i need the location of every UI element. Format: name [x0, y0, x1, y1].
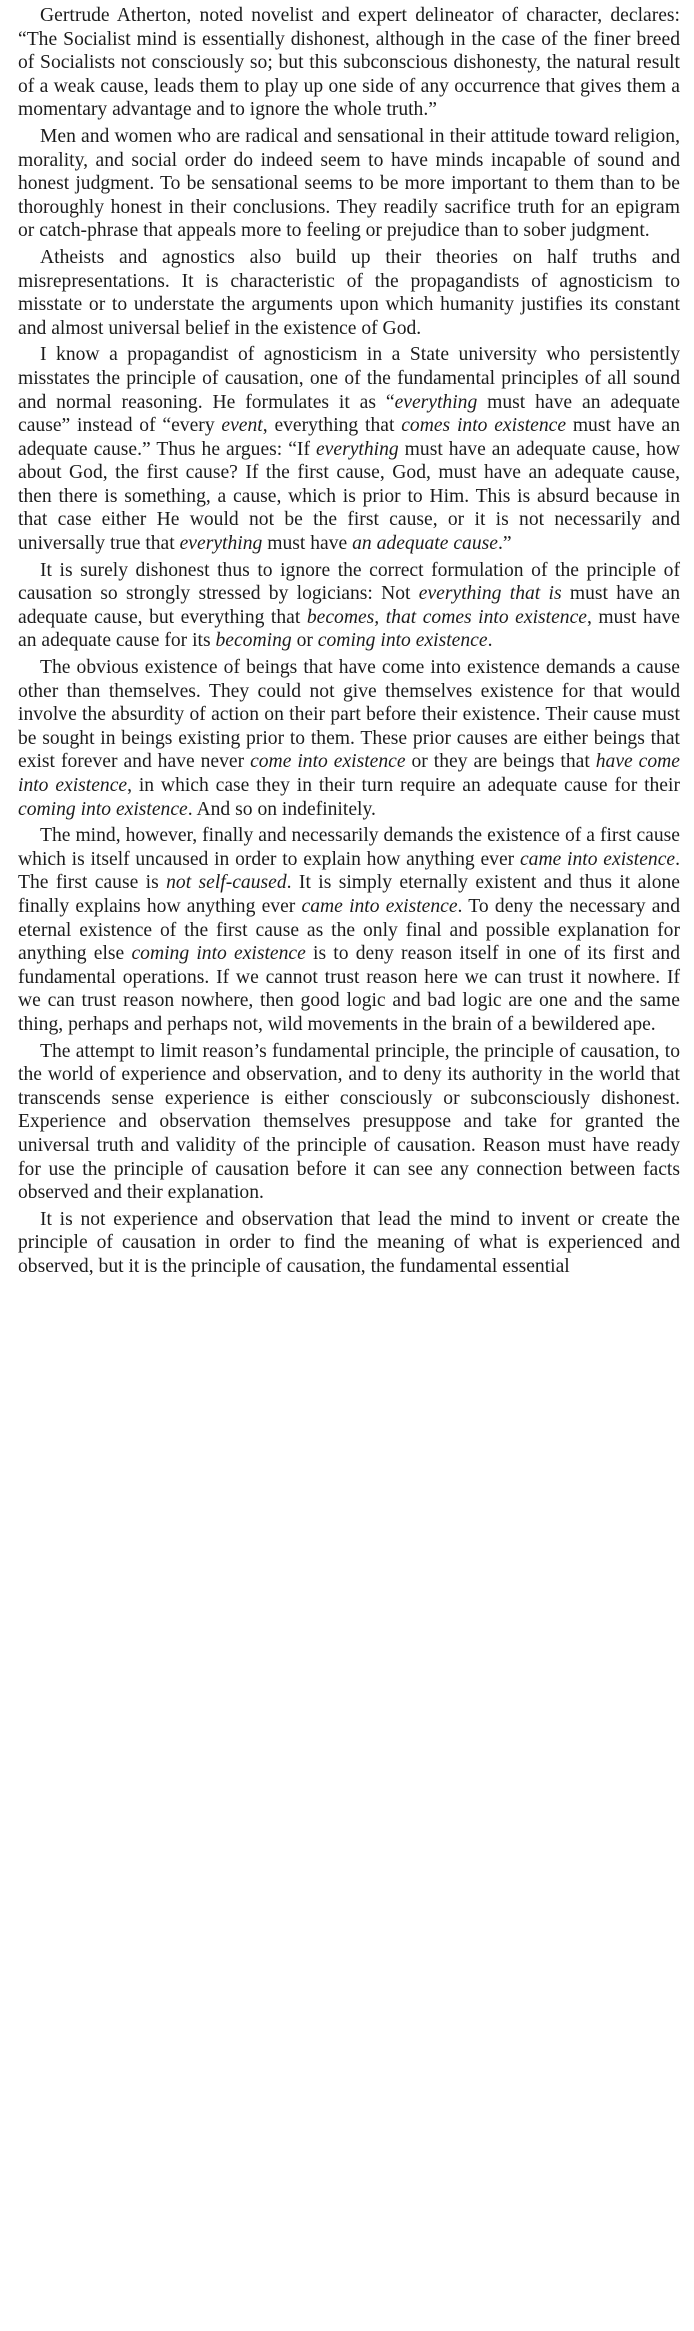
text-run: . To deny the necessary and eternal existence of the first cause as the only final and possible explanation for anything else	[18, 895, 680, 965]
text-run: .	[487, 630, 493, 652]
emphasis-text: everything	[315, 438, 399, 460]
paragraph	[18, 656, 680, 821]
emphasis-text: event	[221, 415, 263, 437]
emphasis-text: coming into existence	[18, 798, 188, 820]
emphasis-text: came into existence	[519, 848, 676, 870]
emphasis-text: becomes, that comes into existence	[306, 606, 587, 628]
paragraph	[18, 125, 680, 243]
text-run: The attempt to limit reason’s fundamental principle, the principle of causation, to the world of experience and observation, and to deny its authority in the world that transcends sense experience is either consciously or subconsciously dishonest. Experience and observation themselves presuppose and take for granted the universal truth and validity of the principle of causation. Reason must have ready for use the principle of causation before it can see any connection between facts observed and their explanation.	[18, 1040, 680, 1204]
emphasis-text: come into existence	[250, 751, 406, 773]
emphasis-text: coming into existence	[131, 943, 306, 965]
paragraph	[18, 824, 680, 1036]
text-run: The mind, however, finally and necessarily demands the existence of a first cause which is itself uncaused in order to explain how anything ever	[18, 825, 680, 870]
text-run: , must have an adequate cause for its	[18, 606, 681, 652]
text-run: . And so on indefinitely.	[187, 798, 376, 820]
paragraph	[18, 246, 680, 340]
text-run: . It is simply eternally existent and thus it alone finally explains how anything ever	[18, 872, 681, 917]
emphasis-text: everything	[179, 533, 263, 555]
text-run: must have	[262, 533, 353, 555]
paragraph	[18, 1040, 680, 1205]
text-run: Gertrude Atherton, noted novelist and expert delineator of character, declares: “The Socialist mind is essentially dishonest, although in the case of the finer breed of Socialists not consciously so; but this subconscious dishonesty, the natural result of a weak cause, leads them to play up one side of any occurrence that gives them a momentary advantage and to ignore the whole truth.”	[18, 5, 680, 121]
emphasis-text: came into existence	[301, 895, 458, 917]
text-run: I know a propagandist of agnosticism in a State university who persistently misstates the principle of causation, one of the fundamental principles of all sound and normal reasoning. He formulates it as “	[18, 344, 680, 413]
emphasis-text: everything that is	[418, 583, 562, 605]
emphasis-text: have come into existence	[18, 751, 680, 796]
emphasis-text: everything	[394, 391, 478, 413]
emphasis-text: becoming	[215, 630, 292, 652]
paragraph	[18, 559, 680, 653]
text-run: must have an adequate cause, but everything that	[18, 583, 680, 628]
text-run: It is not experience and observation that lead the mind to invent or create the principle of causation in order to find the meaning of what is experienced and observed, but it is the principle of causation, the fundamental essential	[18, 1208, 680, 1277]
text-run: . The first cause is	[18, 848, 680, 894]
text-run: Men and women who are radical and sensational in their attitude toward religion, morality, and social order do indeed seem to have minds incapable of sound and honest judgment. To be sensational seems to be more important to them than to be thoroughly honest in their conclusions. They readily sacrifice truth for an epigram or catch-phrase that appeals more to feeling or prejudice than to sober judgment.	[18, 125, 680, 242]
text-run: must have an adequate cause” instead of “every	[18, 391, 680, 437]
emphasis-text: an adequate cause	[352, 533, 498, 555]
text-run: , in which case they in their turn require an adequate cause for their	[127, 775, 680, 796]
text-run: must have an adequate cause.” Thus he argues: “If	[18, 415, 680, 460]
text-run: Atheists and agnostics also build up their theories on half truths and misrepresentations. It is characteristic of the propagandists of agnosticism to misstate or to understate the arguments upon which humanity justifies its constant and almost universal belief in the existence of God.	[18, 246, 680, 339]
text-run: The obvious existence of beings that have come into existence demands a cause other than themselves. They could not give themselves existence for that would involve the absurdity of action on their part before their existence. Their cause must be sought in beings existing prior to them. These prior causes are either beings that exist forever and have never	[18, 657, 680, 773]
paragraph	[18, 4, 680, 122]
emphasis-text: comes into existence	[401, 415, 567, 437]
emphasis-text: coming into existence	[317, 630, 488, 652]
text-run: must have an adequate cause, how about God, the first cause? If the first cause, God, must have an adequate cause, then there is something, a cause, which is prior to Him. This is absurd because in that case either He would not be the first cause, or it is not necessarily and universally true that	[18, 438, 680, 555]
text-run: It is surely dishonest thus to ignore the correct formulation of the principle of causation so strongly stressed by logicians: Not	[18, 559, 680, 605]
paragraph	[18, 1208, 680, 1279]
text-run: or they are beings that	[405, 751, 596, 773]
text-run: or	[291, 630, 318, 652]
text-run: .”	[497, 533, 512, 555]
text-run: , everything that	[262, 415, 402, 437]
paragraph	[18, 343, 680, 555]
emphasis-text: not self-caused	[166, 872, 287, 894]
text-run: is to deny reason itself in one of its first and fundamental operations. If we cannot trust reason here we can trust it nowhere. If we can trust reason nowhere, then good logic and bad logic are one and the same thing, perhaps and perhaps not, wild movements in the brain of a bewildered ape.	[18, 943, 680, 1035]
